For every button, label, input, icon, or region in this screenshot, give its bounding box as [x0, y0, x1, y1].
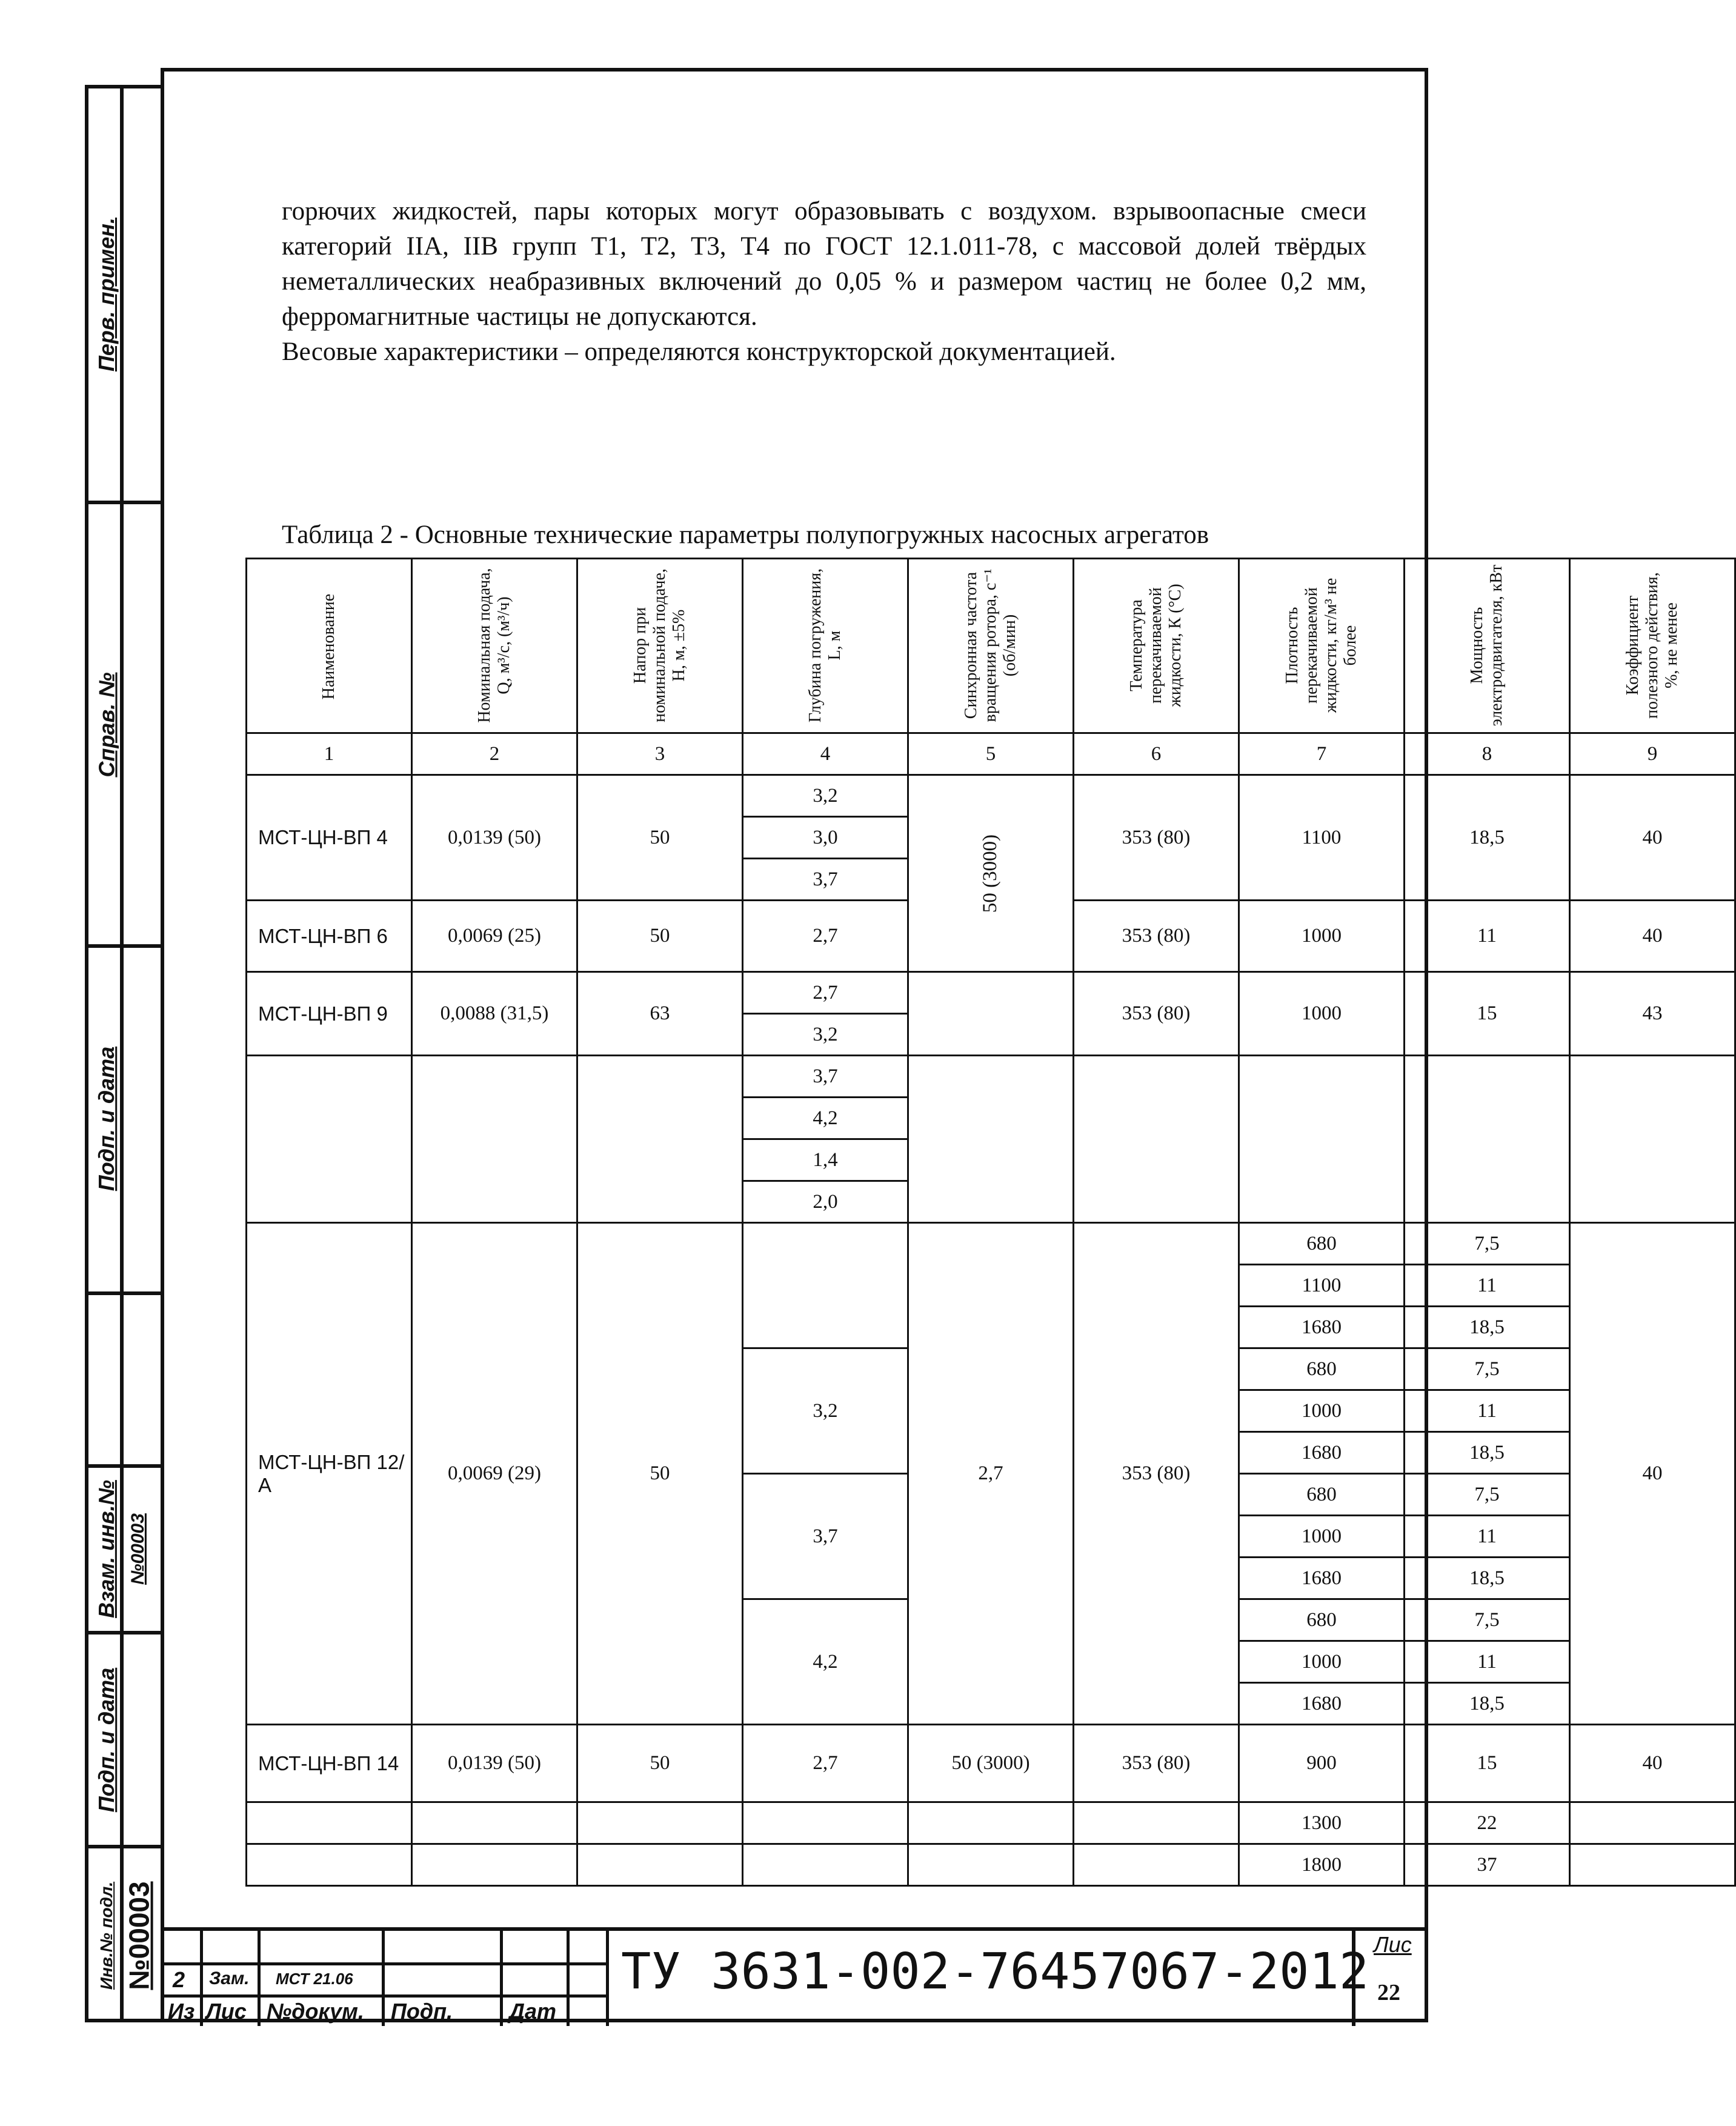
cell-rho: 1680: [1239, 1558, 1405, 1599]
stamp-grid: [161, 1931, 609, 2026]
cell-l: 3,2: [743, 775, 908, 817]
cell-l: 1,4: [743, 1139, 908, 1181]
cell-p: 11: [1405, 1516, 1570, 1558]
cell-l: 2,7: [743, 901, 908, 972]
col-number: 1: [247, 733, 412, 775]
cell-p: 11: [1405, 1265, 1570, 1307]
stamp-zam: Зам.: [209, 1968, 250, 1988]
cell-q: 0,0088 (31,5): [412, 972, 577, 1056]
cell-n-empty: [908, 972, 1074, 1056]
table-row: [247, 1223, 1735, 1265]
label-vzam-inv-value: №00003: [128, 1513, 148, 1585]
label-perv-primen: Перв. примен.: [94, 217, 119, 372]
cell-q: 0,0069 (29): [412, 1223, 577, 1725]
blank-cell: [908, 1056, 1074, 1223]
table-row: [247, 972, 1735, 1014]
cell-rho: 680: [1239, 1474, 1405, 1516]
cell-p: 18,5: [1405, 1307, 1570, 1348]
cell-p: 7,5: [1405, 1348, 1570, 1390]
col-number: 5: [908, 733, 1074, 775]
cell-h: 63: [577, 972, 743, 1056]
cell-t: 353 (80): [1074, 901, 1239, 972]
cell-h: 50: [577, 1725, 743, 1802]
blank-cell: [577, 1056, 743, 1223]
label-vzam-inv: Взам. инв.№: [94, 1480, 119, 1618]
cell-rho: 680: [1239, 1223, 1405, 1265]
cell-p: 18,5: [1405, 1558, 1570, 1599]
cell-rho: 1000: [1239, 1516, 1405, 1558]
cell-l: 2,0: [743, 1181, 908, 1223]
table-caption: Таблица 2 - Основные технические параметры полупогружных насосных агрегатов: [282, 521, 1209, 549]
header-n: Синхронная частота вращения ротора, с⁻¹ (об/мин): [908, 559, 1074, 733]
cell-l: 2,7: [743, 1725, 908, 1802]
left-side-strip: [85, 85, 161, 2022]
cell-t: 353 (80): [1074, 1223, 1239, 1725]
cell-l: 3,7: [743, 859, 908, 901]
table-row: [247, 1802, 1735, 1844]
cell-n: 2,7: [908, 1223, 1074, 1725]
cell-rho: 900: [1239, 1725, 1405, 1802]
row-name-vp14: МСТ-ЦН-ВП 14: [247, 1725, 412, 1802]
cell-rho: 1800: [1239, 1844, 1405, 1886]
label-inv-podl: Инв.№ подл.: [97, 1881, 116, 1990]
cell-l: 3,0: [743, 817, 908, 859]
header-name: Наименование: [247, 559, 412, 733]
cell-q: 0,0139 (50): [412, 1725, 577, 1802]
row-name-vp6: МСТ-ЦН-ВП 6: [247, 901, 412, 972]
header-t: Температура перекачиваемой жидкости, К (°С): [1074, 559, 1239, 733]
cell-eff: 40: [1570, 901, 1735, 972]
cell-h: 50: [577, 901, 743, 972]
cell-p: 18,5: [1405, 1683, 1570, 1725]
blank-cell: [1570, 1056, 1735, 1223]
document-code: ТУ 3631-002-76457067-2012: [621, 1943, 1369, 2001]
col-number: 6: [1074, 733, 1239, 775]
header-eff: Коэффициент полезного действия, %, не менее: [1570, 559, 1735, 733]
cell-p: 18,5: [1405, 775, 1570, 901]
cell-rho: 1000: [1239, 901, 1405, 972]
cell-q: 0,0139 (50): [412, 775, 577, 901]
header-h: Напор при номинальной подаче, Н, м, ±5%: [577, 559, 743, 733]
cell-p: 7,5: [1405, 1223, 1570, 1265]
cell-rho: 1300: [1239, 1802, 1405, 1844]
cell-p: 7,5: [1405, 1474, 1570, 1516]
cell-l: 3,7: [743, 1056, 908, 1098]
column-number-row: [247, 733, 1735, 775]
cell-rho: 1000: [1239, 1641, 1405, 1683]
blank-cell: [1405, 1056, 1570, 1223]
stamp-label-dat: Дат: [509, 1999, 557, 2024]
header-q: Номинальная подача, Q, м³/с, (м³/ч): [412, 559, 577, 733]
cell-eff: 40: [1570, 1223, 1735, 1725]
stamp-label-iz: Из: [168, 1999, 195, 2024]
cell-h: 50: [577, 1223, 743, 1725]
blank-cell: [412, 1056, 577, 1223]
header-l: Глубина погружения, L, м: [743, 559, 908, 733]
stamp-doc: МСТ 21.06: [276, 1970, 353, 1988]
blank-cell: [1074, 1056, 1239, 1223]
label-podp-data-2: Подп. и дата: [94, 1667, 119, 1813]
cell-rho: 1100: [1239, 1265, 1405, 1307]
blank-cell: [247, 1056, 412, 1223]
body-text: [282, 194, 1366, 370]
cell-p: 11: [1405, 1390, 1570, 1432]
row-name-vp4: МСТ-ЦН-ВП 4: [247, 775, 412, 901]
label-inv-podl-value: №00003: [124, 1881, 156, 1990]
cell-l: 3,2: [743, 1348, 908, 1474]
blank-cell: [1239, 1056, 1405, 1223]
cell-h: 50: [577, 775, 743, 901]
header-row: [247, 559, 1735, 733]
table-row: [247, 1844, 1735, 1886]
cell-p: 15: [1405, 972, 1570, 1056]
cell-l: 4,2: [743, 1098, 908, 1139]
header-rho: Плотность перекачиваемой жидкости, кг/м³ не более: [1239, 559, 1405, 733]
cell-n-vp4: 50 (3000): [908, 775, 1074, 972]
title-block: [161, 1927, 1428, 2026]
stamp-label-podp: Подп.: [391, 1999, 453, 2024]
table-row: [247, 775, 1735, 817]
cell-rho: 1680: [1239, 1432, 1405, 1474]
cell-p: 22: [1405, 1802, 1570, 1844]
parameters-table: [245, 558, 1736, 1887]
cell-p: 37: [1405, 1844, 1570, 1886]
stamp-label-lis: Лис: [206, 1999, 247, 2024]
cell-l: 3,2: [743, 1014, 908, 1056]
sheet-number: 22: [1377, 1980, 1400, 2005]
label-sprav-no: Справ. №: [94, 672, 119, 778]
strip-divider: [120, 88, 124, 2019]
cell-p: 11: [1405, 1641, 1570, 1683]
cell-rho: 1100: [1239, 775, 1405, 901]
col-number: 4: [743, 733, 908, 775]
label-podp-data-1: Подп. и дата: [94, 1046, 119, 1191]
cell-q: 0,0069 (25): [412, 901, 577, 972]
cell-n: 50 (3000): [908, 1725, 1074, 1802]
cell-l-empty: [743, 1223, 908, 1348]
table-row: [247, 1056, 1735, 1098]
col-number: 9: [1570, 733, 1735, 775]
row-name-vp9: МСТ-ЦН-ВП 9: [247, 972, 412, 1056]
sheet-box: [1352, 1931, 1428, 2026]
cell-rho: 1680: [1239, 1307, 1405, 1348]
cell-t: 353 (80): [1074, 1725, 1239, 1802]
cell-l: 2,7: [743, 972, 908, 1014]
cell-rho: 680: [1239, 1348, 1405, 1390]
cell-t: 353 (80): [1074, 972, 1239, 1056]
stamp-izm: 2: [173, 1967, 185, 1992]
col-number: 8: [1405, 733, 1570, 775]
cell-eff: 40: [1570, 775, 1735, 901]
header-p: Мощность электродвигателя, кВт: [1405, 559, 1570, 733]
cell-rho: 1680: [1239, 1683, 1405, 1725]
table-row: [247, 1725, 1735, 1802]
col-number: 7: [1239, 733, 1405, 775]
cell-p: 11: [1405, 901, 1570, 972]
cell-t: 353 (80): [1074, 775, 1239, 901]
row-name-vp12: МСТ-ЦН-ВП 12/А: [247, 1223, 412, 1725]
col-number: 3: [577, 733, 743, 775]
stamp-label-doc: №докум.: [267, 1999, 364, 2024]
cell-l: 3,7: [743, 1474, 908, 1599]
cell-p: 7,5: [1405, 1599, 1570, 1641]
cell-l: 4,2: [743, 1599, 908, 1725]
paragraph-1: горючих жидкостей, пары которых могут образовывать с воздухом. взрывоопасные смеси категорий IIA, IIB групп Т1, Т2, Т3, Т4 по ГОСТ 12.1.011-78, с массовой долей твёрдых неметаллических неабразивных включений до 0,05 % и размером частиц не более 0,2 мм, ферромагнитные частицы не допускаются.: [282, 197, 1366, 331]
paragraph-2: Весовые характеристики – определяются конструкторской документацией.: [282, 338, 1116, 366]
cell-rho: 680: [1239, 1599, 1405, 1641]
col-number: 2: [412, 733, 577, 775]
cell-p: 15: [1405, 1725, 1570, 1802]
cell-eff: 43: [1570, 972, 1735, 1056]
cell-eff: 40: [1570, 1725, 1735, 1802]
sheet-label: Лис: [1374, 1932, 1412, 1957]
cell-p: 18,5: [1405, 1432, 1570, 1474]
cell-rho: 1000: [1239, 972, 1405, 1056]
cell-rho: 1000: [1239, 1390, 1405, 1432]
